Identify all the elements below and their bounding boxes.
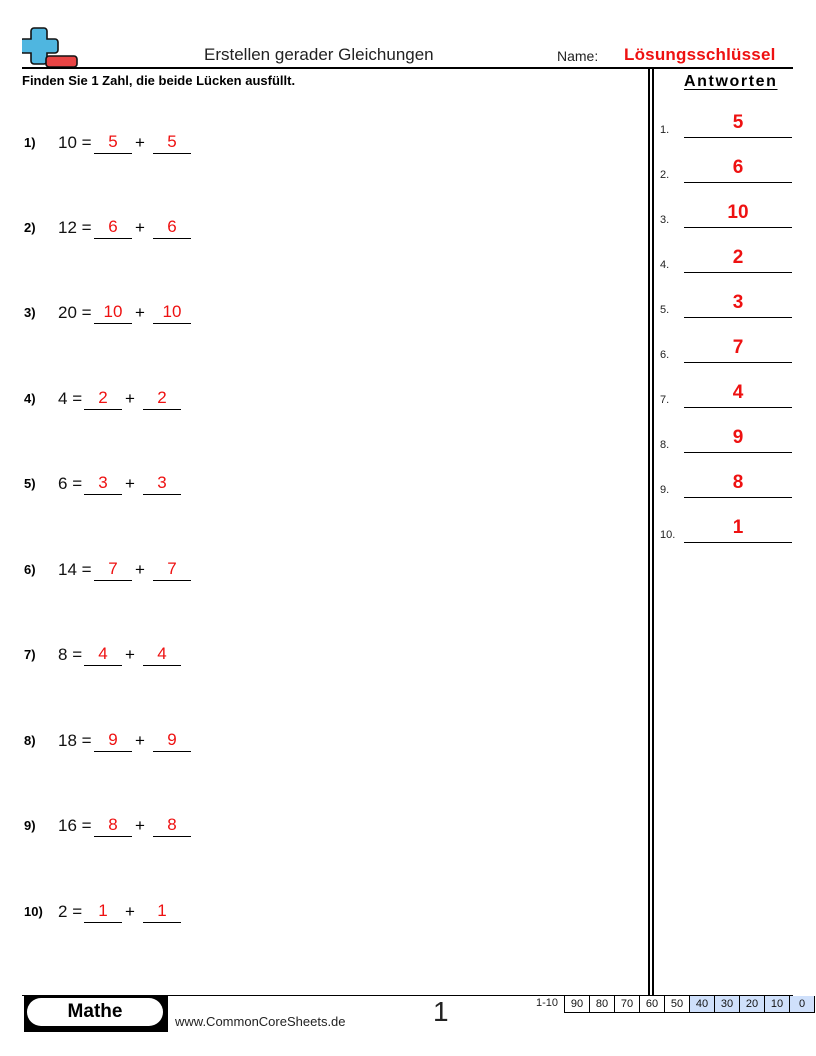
answer-blank-a[interactable] — [94, 836, 132, 837]
answer-blank-b-value: 5 — [167, 132, 177, 151]
answer-blank-b-value: 6 — [167, 217, 177, 236]
answer-key-line[interactable] — [684, 182, 792, 183]
problem-number: 2) — [24, 220, 36, 235]
answer-key-row — [660, 153, 792, 183]
answer-key-number: 1. — [660, 124, 670, 136]
answer-key-value: 1 — [732, 517, 744, 538]
answer-key-row — [660, 198, 792, 228]
plus-sign: + — [135, 133, 145, 152]
problem-number: 5) — [24, 476, 36, 491]
answer-key-value: 10 — [727, 202, 749, 223]
answer-blank-b[interactable] — [143, 409, 181, 410]
answer-blank-b-value: 3 — [157, 473, 167, 492]
score-cell: 40 — [690, 996, 715, 1013]
problem-number: 8) — [24, 733, 36, 748]
answer-key-value: 5 — [732, 112, 744, 133]
answer-key-value: 6 — [732, 157, 744, 178]
answer-blank-a[interactable] — [94, 153, 132, 154]
plus-sign: + — [125, 902, 135, 921]
answer-blank-a-value: 2 — [98, 388, 108, 407]
name-label: Name: — [557, 48, 599, 64]
header-divider — [22, 67, 793, 69]
problem-total: 2 = — [58, 902, 83, 921]
answer-key-value: 9 — [732, 427, 744, 448]
answer-key-value: 3 — [732, 292, 744, 313]
answer-blank-a[interactable] — [84, 922, 122, 923]
answer-blank-b[interactable] — [153, 323, 191, 324]
answer-key-number: 5. — [660, 304, 670, 316]
answer-key-row — [660, 513, 792, 543]
answer-blank-a-value: 5 — [108, 132, 118, 151]
answer-blank-b-value: 1 — [157, 901, 167, 920]
answer-key-value: 7 — [732, 337, 744, 358]
answer-key-value: 8 — [732, 472, 744, 493]
page-number: 1 — [433, 996, 449, 1027]
answer-blank-a-value: 9 — [108, 730, 118, 749]
plus-sign: + — [125, 389, 135, 408]
plus-sign: + — [135, 560, 145, 579]
answer-key-number: 4. — [660, 259, 670, 271]
problem-total: 10 = — [58, 133, 92, 152]
answer-key-line[interactable] — [684, 137, 792, 138]
answer-blank-b[interactable] — [153, 153, 191, 154]
plus-sign: + — [135, 816, 145, 835]
score-cell: 60 — [640, 996, 665, 1013]
answer-key-line[interactable] — [684, 407, 792, 408]
plus-sign: + — [125, 645, 135, 664]
answer-blank-a[interactable] — [94, 238, 132, 239]
answer-blank-b[interactable] — [143, 922, 181, 923]
problem-number: 3) — [24, 305, 36, 320]
answer-key-row — [660, 108, 792, 138]
problem-number: 4) — [24, 391, 36, 406]
score-range-label: 1-10 — [536, 997, 559, 1009]
answer-blank-a-value: 7 — [108, 559, 118, 578]
problem-total: 4 = — [58, 389, 83, 408]
answer-blank-b-value: 2 — [157, 388, 167, 407]
problem-number: 7) — [24, 647, 36, 662]
score-cell: 80 — [590, 996, 615, 1013]
answer-key-number: 8. — [660, 439, 670, 451]
answer-key-line[interactable] — [684, 317, 792, 318]
answer-blank-b[interactable] — [153, 580, 191, 581]
answer-blank-a-value: 1 — [98, 901, 108, 920]
answer-key-number: 3. — [660, 214, 670, 226]
answer-key-value: 2 — [732, 247, 744, 268]
answer-key-line[interactable] — [684, 272, 792, 273]
answer-blank-b-value: 10 — [162, 302, 182, 321]
answer-key-line[interactable] — [684, 362, 792, 363]
problem-total: 14 = — [58, 560, 92, 579]
answer-blank-a-value: 4 — [98, 644, 108, 663]
answer-key-row — [660, 468, 792, 498]
answer-key-number: 6. — [660, 349, 670, 361]
answer-key-number: 10. — [660, 529, 676, 541]
column-divider — [648, 69, 650, 995]
answer-blank-a[interactable] — [84, 665, 122, 666]
answer-key-line[interactable] — [684, 452, 792, 453]
answer-blank-a-value: 8 — [108, 815, 118, 834]
answer-blank-a[interactable] — [84, 409, 122, 410]
answer-key-number: 9. — [660, 484, 670, 496]
answer-blank-a[interactable] — [94, 580, 132, 581]
problem-number: 10) — [24, 904, 43, 919]
problem-number: 1) — [24, 135, 36, 150]
problem-total: 6 = — [58, 474, 83, 493]
problem-total: 12 = — [58, 218, 92, 237]
answer-blank-b[interactable] — [143, 494, 181, 495]
answer-key-row — [660, 243, 792, 273]
answer-blank-a-value: 6 — [108, 217, 118, 236]
answer-blank-b-value: 9 — [167, 730, 177, 749]
score-cell: 20 — [740, 996, 765, 1013]
name-value: Lösungsschlüssel — [624, 45, 776, 64]
answer-blank-a-value: 3 — [98, 473, 108, 492]
answer-blank-a[interactable] — [94, 751, 132, 752]
problem-number: 9) — [24, 818, 36, 833]
instructions: Finden Sie 1 Zahl, die beide Lücken ausfüllt. — [22, 73, 296, 88]
answer-key-number: 2. — [660, 169, 670, 181]
problem-total: 20 = — [58, 303, 92, 322]
answer-key-line[interactable] — [684, 542, 792, 543]
answer-key-line[interactable] — [684, 227, 792, 228]
answer-blank-b[interactable] — [153, 836, 191, 837]
answer-key-value: 4 — [732, 382, 744, 403]
answer-key-number: 7. — [660, 394, 670, 406]
answer-key-row — [660, 423, 792, 453]
answer-blank-b[interactable] — [153, 751, 191, 752]
answer-blank-b[interactable] — [153, 238, 191, 239]
score-cell: 10 — [765, 996, 790, 1013]
answer-blank-b-value: 8 — [167, 815, 177, 834]
plus-sign: + — [125, 474, 135, 493]
score-cell: 0 — [790, 996, 815, 1013]
answer-blank-a[interactable] — [94, 323, 132, 324]
plus-sign: + — [135, 731, 145, 750]
subject-badge: Mathe — [27, 998, 163, 1026]
column-divider — [652, 69, 654, 995]
website-link[interactable]: www.CommonCoreSheets.de — [175, 1014, 346, 1029]
answers-heading: Antworten — [684, 73, 778, 90]
answer-blank-b[interactable] — [143, 665, 181, 666]
worksheet-title: Erstellen gerader Gleichungen — [204, 45, 434, 64]
score-cell: 50 — [665, 996, 690, 1013]
score-table — [564, 996, 815, 1013]
score-cell: 70 — [615, 996, 640, 1013]
answer-blank-b-value: 7 — [167, 559, 177, 578]
answer-key-row — [660, 333, 792, 363]
plus-sign: + — [135, 303, 145, 322]
problem-number: 6) — [24, 562, 36, 577]
plus-minus-logo-icon — [22, 26, 78, 68]
problem-total: 16 = — [58, 816, 92, 835]
problem-total: 18 = — [58, 731, 92, 750]
answer-key-row — [660, 378, 792, 408]
problem-total: 8 = — [58, 645, 83, 664]
score-cell: 30 — [715, 996, 740, 1013]
answer-key-row — [660, 288, 792, 318]
answer-blank-b-value: 4 — [157, 644, 167, 663]
answer-blank-a-value: 10 — [103, 302, 123, 321]
score-cell: 90 — [565, 996, 590, 1013]
answer-blank-a[interactable] — [84, 494, 122, 495]
answer-key-line[interactable] — [684, 497, 792, 498]
plus-sign: + — [135, 218, 145, 237]
